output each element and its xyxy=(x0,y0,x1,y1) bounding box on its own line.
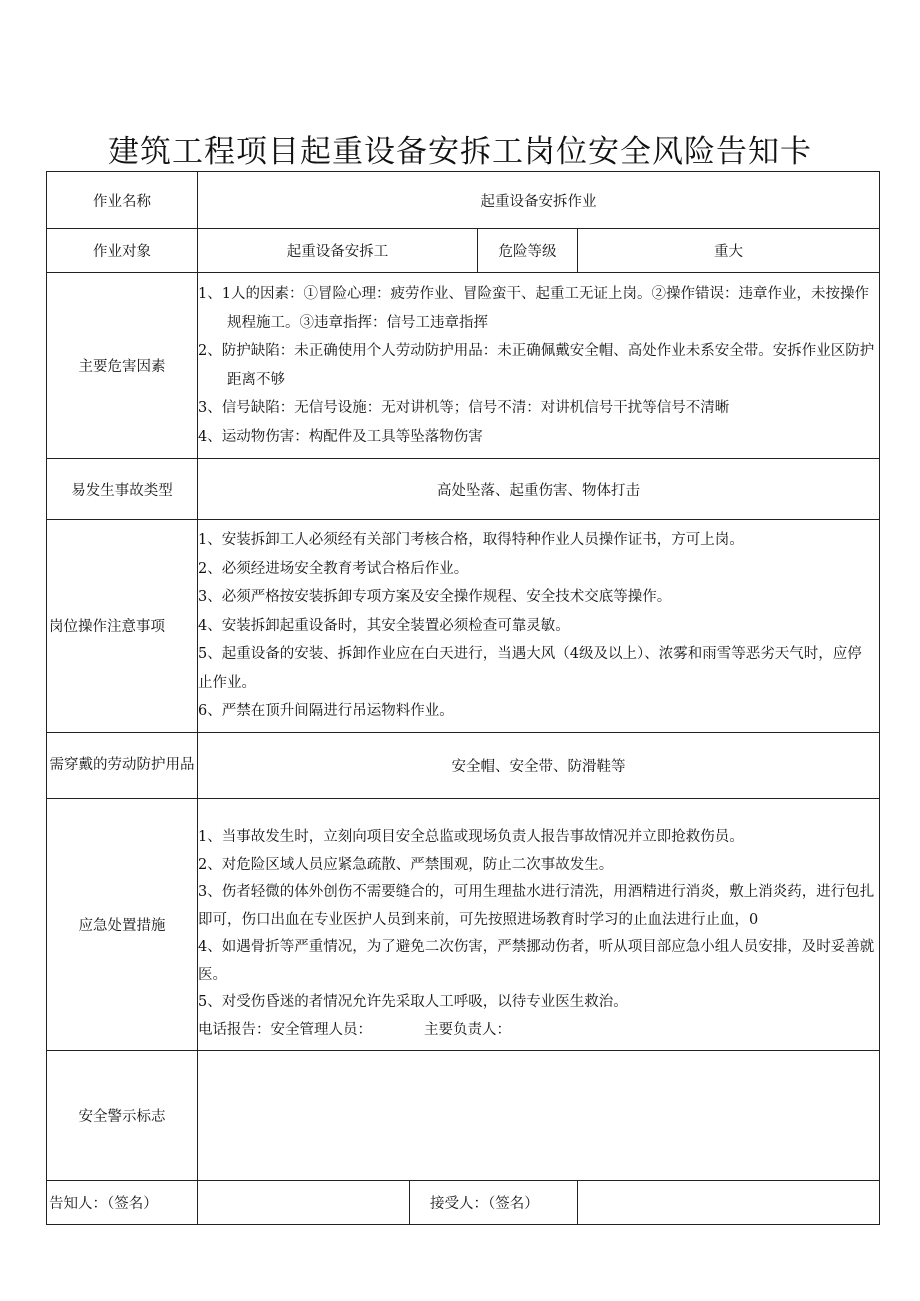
job-name-label: 作业名称 xyxy=(47,172,198,229)
row-ppe xyxy=(47,732,880,798)
job-target-label: 作业对象 xyxy=(47,229,198,273)
row-precautions xyxy=(47,520,880,733)
precaution-item: 2、必须经进场安全教育考试合格后作业。 xyxy=(198,560,469,577)
receiver-label: 接受人：（签名） xyxy=(410,1180,578,1224)
risk-level-label: 危险等级 xyxy=(478,229,578,273)
precautions-label: 岗位操作注意事项 xyxy=(47,520,198,733)
page-title: 建筑工程项目起重设备安拆工岗位安全风险告知卡 xyxy=(108,133,812,170)
emergency-item: 2、对危险区域人员应紧急疏散、严禁围观，防止二次事故发生。 xyxy=(198,856,614,873)
risk-card-table xyxy=(46,171,880,1225)
hazard-item: 2、防护缺陷：未正确使用个人劳动防护用品：未正确佩戴安全帽、高处作业未系安全带。安拆作业区防护距离不够 xyxy=(198,343,875,388)
job-target-value: 起重设备安拆工 xyxy=(198,229,478,273)
risk-level-value: 重大 xyxy=(578,229,880,273)
ppe-value: 安全帽、安全带、防滑鞋等 xyxy=(198,732,880,798)
signs-label: 安全警示标志 xyxy=(47,1050,198,1180)
precautions-list xyxy=(198,520,880,733)
row-emergency xyxy=(47,798,880,1050)
accident-types-value: 高处坠落、起重伤害、物体打击 xyxy=(198,459,880,520)
hazard-item: 1、1人的因素：①冒险心理：疲劳作业、冒险蛮干、起重工无证上岗。②操作错误：违章作业，未按操作规程施工。③违章指挥：信号工违章指挥 xyxy=(198,286,869,331)
hazards-list xyxy=(198,273,880,459)
precaution-item: 3、必须严格按安装拆卸专项方案及安全操作规程、安全技术交底等操作。 xyxy=(198,589,672,605)
row-job-name xyxy=(47,172,880,229)
precaution-item: 1、安装拆卸工人必须经有关部门考核合格，取得特种作业人员操作证书，方可上岗。 xyxy=(198,532,744,548)
hazard-item: 3、信号缺陷：无信号设施：无对讲机等；信号不清：对讲机信号干扰等信号不清晰 xyxy=(198,400,730,416)
accident-types-label: 易发生事故类型 xyxy=(47,459,198,520)
row-hazards xyxy=(47,273,880,459)
notifier-signature-field[interactable] xyxy=(198,1180,410,1224)
phone-safety-manager: 电话报告：安全管理人员： xyxy=(198,1021,372,1038)
notifier-label: 告知人：（签名） xyxy=(47,1180,198,1224)
phone-report-line xyxy=(198,1017,875,1045)
signs-area xyxy=(198,1050,880,1180)
emergency-item: 3、伤者轻微的体外创伤不需要缝合的，可用生理盐水进行清洗，用酒精进行消炎，敷上消炎药，进行包扎即可，伤口出血在专业医护人员到来前，可先按照进场教育时学习的止血法进行止血，0 xyxy=(198,884,875,928)
hazard-item: 4、运动物伤害：构配件及工具等坠落物伤害 xyxy=(198,428,483,445)
emergency-item: 1、当事故发生时，立刻向项目安全总监或现场负责人报告事故情况并立即抢救伤员。 xyxy=(198,829,744,845)
precaution-item: 6、严禁在顶升间隔进行吊运物料作业。 xyxy=(198,703,454,719)
emergency-label: 应急处置措施 xyxy=(47,798,198,1050)
receiver-signature-field[interactable] xyxy=(578,1180,880,1224)
ppe-label: 需穿戴的劳动防护用品 xyxy=(47,732,198,798)
phone-main-head: 主要负责人： xyxy=(424,1021,511,1038)
row-signature xyxy=(47,1180,880,1224)
row-signs xyxy=(47,1050,880,1180)
emergency-list xyxy=(198,798,880,1050)
precaution-item: 5、起重设备的安装、拆卸作业应在白天进行，当遇大风（4级及以上）、浓雾和雨雪等恶劣天气时，应停止作业。 xyxy=(198,646,862,691)
precaution-item: 4、安装拆卸起重设备时，其安全装置必须检查可靠灵敏。 xyxy=(198,617,570,634)
hazards-label: 主要危害因素 xyxy=(47,273,198,459)
emergency-item: 4、如遇骨折等严重情况，为了避免二次伤害，严禁挪动伤者，听从项目部应急小组人员安排，及时妥善就医。 xyxy=(198,939,875,983)
emergency-item: 5、对受伤昏迷的者情况允许先采取人工呼吸，以待专业医生救治。 xyxy=(198,994,628,1010)
job-name-value: 起重设备安拆作业 xyxy=(198,172,880,229)
row-accident-types xyxy=(47,459,880,520)
row-job-target xyxy=(47,229,880,273)
